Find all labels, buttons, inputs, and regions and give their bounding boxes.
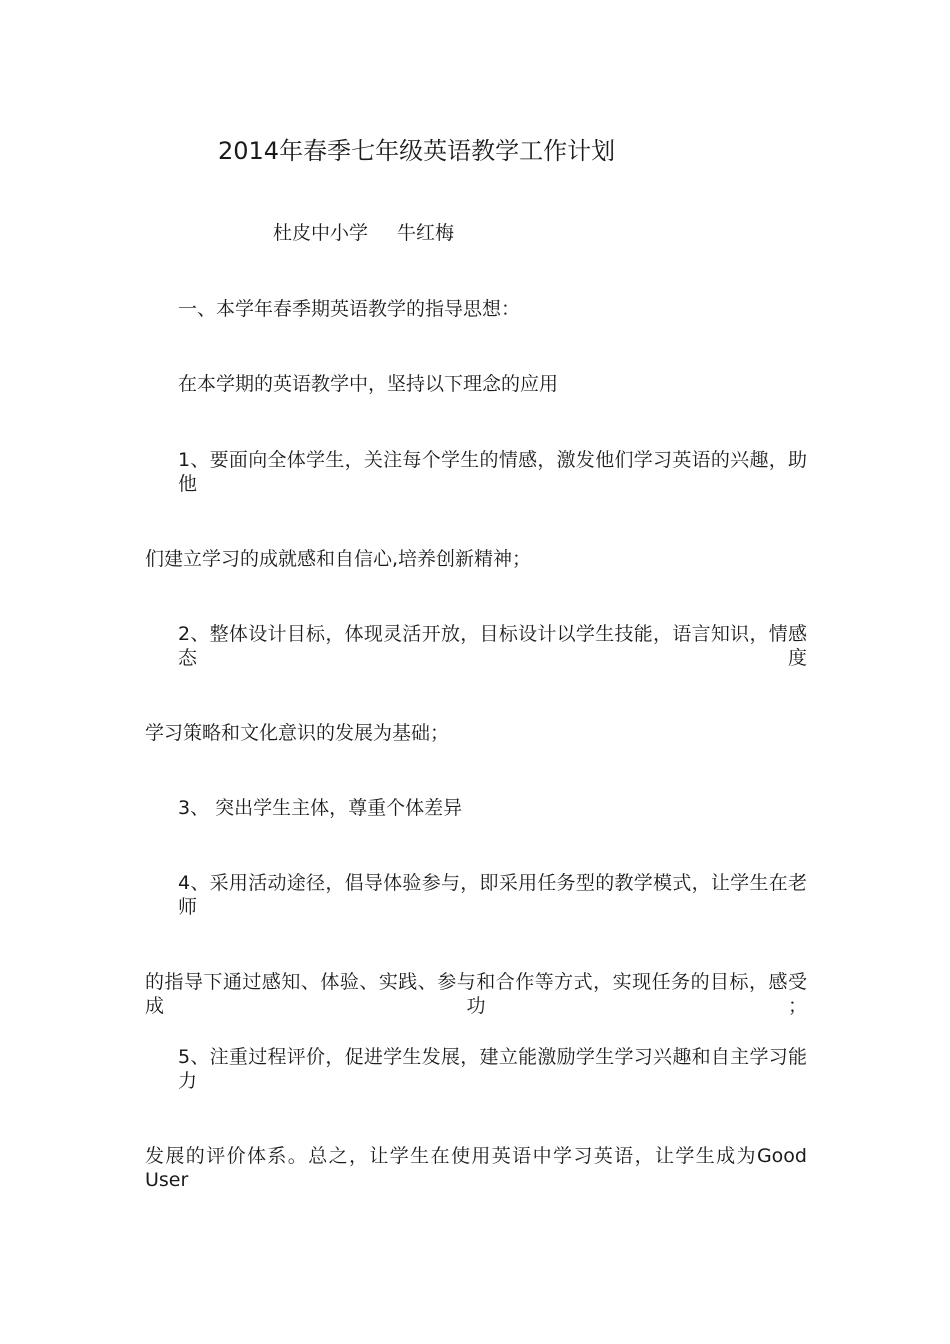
list-item-2-line-1: 2、整体设计目标，体现灵活开放，目标设计以学生技能，语言知识，情感态度 xyxy=(178,623,807,669)
section-heading: 一、本学年春季期英语教学的指导思想： xyxy=(178,298,521,320)
paragraph-line: 在本学期的英语教学中，坚持以下理念的应用 xyxy=(178,373,559,395)
author-school: 杜皮中小学 xyxy=(273,222,369,244)
document-title: 2014年春季七年级英语教学工作计划 xyxy=(218,137,616,165)
list-item-2-line-2: 学习策略和文化意识的发展为基础； xyxy=(145,722,450,744)
list-item-3: 3、 突出学生主体，尊重个体差异 xyxy=(178,797,463,819)
author-name: 牛红梅 xyxy=(397,222,455,244)
list-item-1-line-1: 1、要面向全体学生，关注每个学生的情感，激发他们学习英语的兴趣，助他 xyxy=(178,449,807,495)
list-item-1-line-2: 们建立学习的成就感和自信心,培养创新精神； xyxy=(145,548,532,570)
list-item-4-line-2: 的指导下通过感知、体验、实践、参与和合作等方式，实现任务的目标，感受成功； xyxy=(145,971,807,1017)
list-item-4-line-1: 4、采用活动途径，倡导体验参与，即采用任务型的教学模式，让学生在老师 xyxy=(178,872,807,918)
list-item-5-line-2: 发展的评价体系。总之，让学生在使用英语中学习英语，让学生成为Good User xyxy=(145,1145,807,1191)
list-item-5-line-1: 5、注重过程评价，促进学生发展，建立能激励学生学习兴趣和自主学习能力 xyxy=(178,1046,807,1092)
